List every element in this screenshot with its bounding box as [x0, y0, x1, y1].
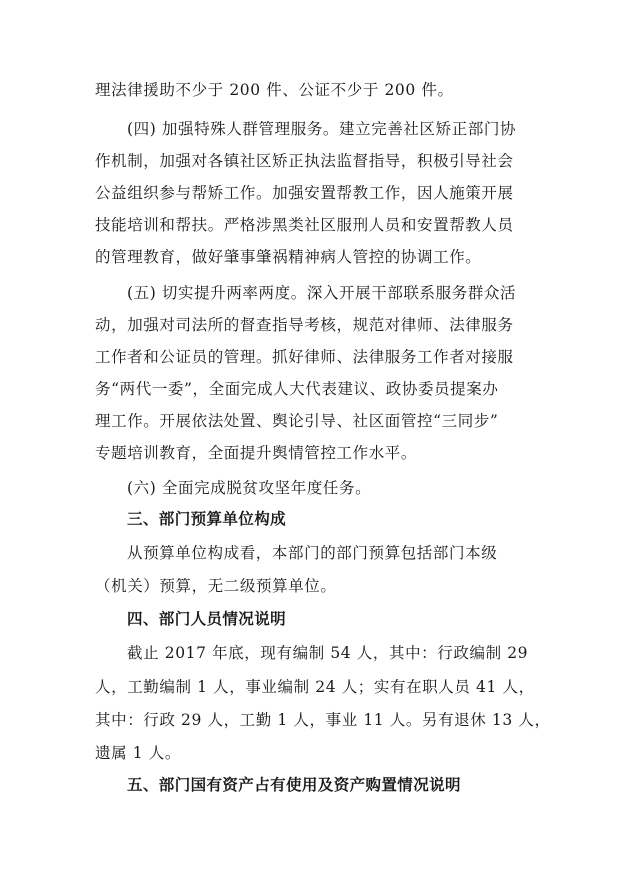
paragraph-line: 公益组织参与帮矫工作。加强安置帮教工作，因人施策开展 [95, 184, 514, 202]
paragraph-line: 遗属 1 人。 [95, 744, 181, 762]
paragraph-line: 截止 2017 年底，现有编制 54 人，其中：行政编制 29 [127, 644, 529, 662]
paragraph-line: 务“两代一委”，全面完成人大代表建议、政协委员提案办 [95, 380, 499, 398]
paragraph-line: (四) 加强特殊人群管理服务。建立完善社区矫正部门协 [127, 120, 517, 138]
paragraph-line: 专题培训教育，全面提升舆情管控工作水平。 [95, 444, 418, 462]
paragraph-line: 技能培训和帮扶。严格涉黑类社区服刑人员和安置帮教人员 [95, 216, 514, 234]
paragraph-line: 人，工勤编制 1 人，事业编制 24 人；实有在职人员 41 人， [95, 678, 535, 696]
paragraph-line: 从预算单位构成看，本部门的部门预算包括部门本级 [127, 544, 498, 562]
paragraph-line: （机关）预算，无二级预算单位。 [95, 577, 337, 595]
paragraph-line: 理工作。开展依法处置、舆论引导、社区面管控“三同步” [95, 412, 499, 430]
section-heading: 四、部门人员情况说明 [127, 610, 287, 628]
paragraph-line: 动，加强对司法所的督查指导考核，规范对律师、法律服务 [95, 316, 514, 334]
paragraph-line: 工作者和公证员的管理。抓好律师、法律服务工作者对接服 [95, 348, 514, 366]
paragraph-line: (六) 全面完成脱贫攻坚年度任务。 [127, 479, 372, 497]
paragraph-line: 作机制，加强对各镇社区矫正执法监督指导，积极引导社会 [95, 152, 514, 170]
paragraph-line: 理法律援助不少于 200 件、公证不少于 200 件。 [95, 81, 454, 99]
paragraph-line: 的管理教育，做好肇事肇祸精神病人管控的协调工作。 [95, 248, 482, 266]
section-heading: 五、部门国有资产占有使用及资产购置情况说明 [127, 776, 461, 794]
paragraph-line: (五) 切实提升两率两度。深入开展干部联系服务群众活 [127, 284, 517, 302]
section-heading: 三、部门预算单位构成 [127, 510, 287, 528]
paragraph-line: 其中：行政 29 人，工勤 1 人，事业 11 人。另有退休 13 人， [95, 711, 551, 729]
